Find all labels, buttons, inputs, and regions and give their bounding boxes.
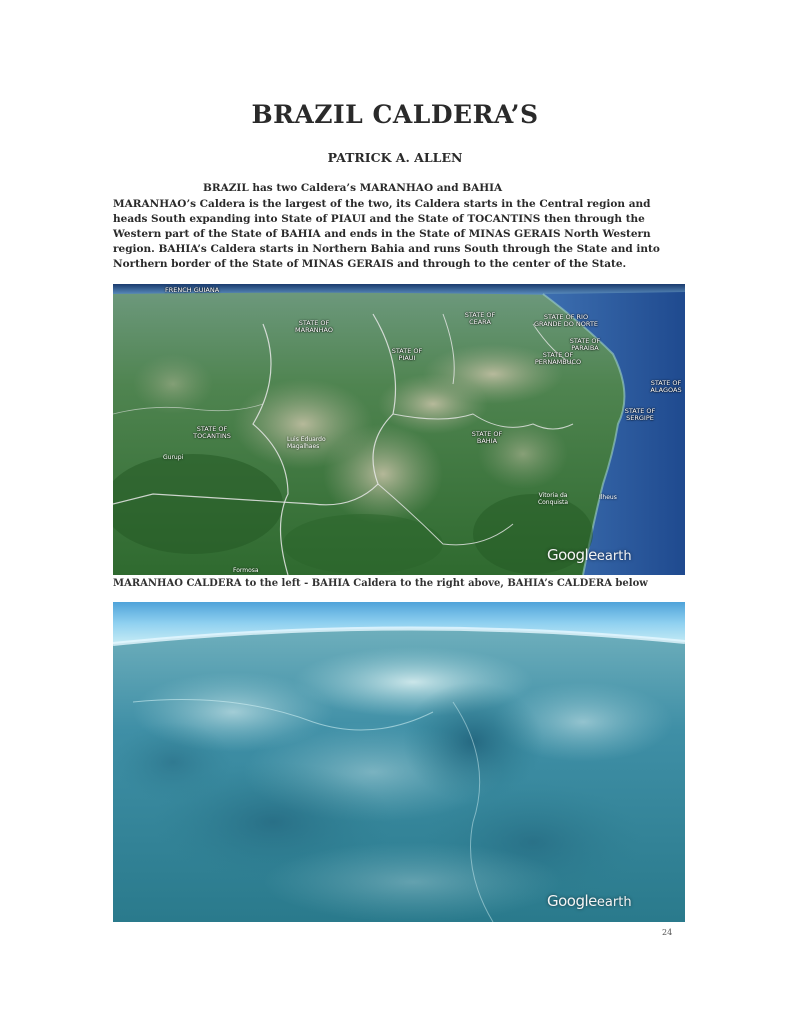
map-city-vitoria-da-conquista: Vitoria da Conquista — [537, 492, 569, 506]
image-caption: MARANHAO CALDERA to the left - BAHIA Caldera to the right above, BAHIA’s CALDERA below — [113, 578, 648, 589]
terrain-image-2 — [113, 602, 685, 922]
body-paragraph: MARANHAO’s Caldera is the largest of the two, its Caldera starts in the Central region and heads South expanding into State of PIAUI and the State of TOCANTINS then through the Western part of the State of BAHIA and ends in the State of MINAS GERAIS North Western region. BAHIA’s Caldera starts in Northern Bahia and runs South through the State and into Northern border of the State of MINAS GERAIS and through to the center of the State. — [113, 198, 660, 270]
map-label-bahia: STATE OF BAHIA — [471, 430, 503, 445]
map-label-sergipe: STATE OF SERGIPE — [624, 407, 656, 422]
map-label-pernambuco: STATE OF PERNAMBUCO — [534, 351, 582, 366]
author-name: PATRICK A. ALLEN — [327, 150, 463, 165]
intro-line: BRAZIL has two Caldera’s MARANHAO and BAHIA — [203, 182, 503, 194]
map-label-maranhao: STATE OF MARANHAO — [295, 319, 333, 334]
map-label-tocantins: STATE OF TOCANTINS — [193, 425, 231, 440]
map-city-formosa: Formosa — [233, 567, 259, 574]
map-label-rio-grande-do-norte: STATE OF RIO GRANDE DO NORTE — [533, 313, 599, 328]
map-label-piaui: STATE OF PIAUI — [391, 347, 423, 362]
page-title: BRAZIL CALDERA’S — [251, 100, 539, 129]
satellite-image-bahia-caldera — [113, 602, 685, 922]
map-city-ilheus: Ilheus — [599, 494, 617, 501]
map-label-french-guiana: FRENCH GUIANA — [165, 286, 220, 294]
satellite-image-brazil-northeast — [113, 284, 685, 575]
map-label-paraiba: STATE OF PARAIBA — [569, 337, 601, 352]
map-city-luis-eduardo: Luis Eduardo Magalhaes — [287, 436, 326, 450]
google-earth-watermark: Googleearth — [547, 892, 632, 910]
map-label-alagoas: STATE OF ALAGOAS — [650, 379, 682, 394]
page-number: 24 — [662, 928, 673, 937]
map-label-ceara: STATE OF CEARA — [464, 311, 496, 326]
map-city-gurupi: Gurupi — [163, 454, 184, 461]
google-earth-watermark: Googleearth — [547, 546, 632, 564]
